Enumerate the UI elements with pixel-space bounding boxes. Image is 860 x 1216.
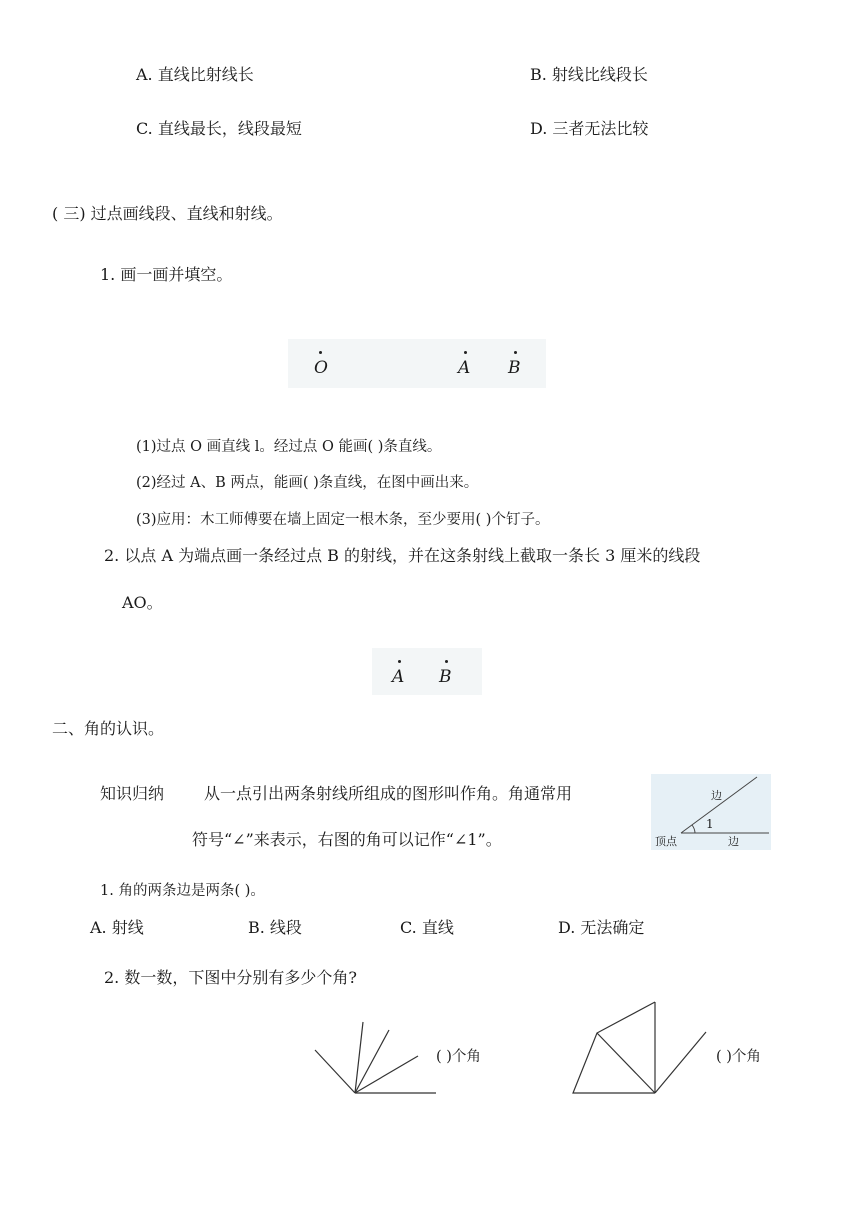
angle-number-label: 1 xyxy=(706,817,714,831)
choice-a: A. 直线比射线长 xyxy=(136,65,254,84)
point-a-dot xyxy=(464,351,467,354)
knowledge-summary-line2: 符号“∠”来表示，右图的角可以记作“∠1”。 xyxy=(192,830,502,849)
angle-vertex-label: 顶点 xyxy=(655,835,677,848)
section3-heading: ( 三) 过点画线段、直线和射线。 xyxy=(52,204,283,223)
point-b-dot xyxy=(514,351,517,354)
count-answer-1: ( )个角 xyxy=(436,1049,481,1065)
angle-side-top-label: 边 xyxy=(711,789,722,802)
section3-q1-part3: (3)应用：木工师傅要在墙上固定一根木条，至少要用( )个钉子。 xyxy=(136,512,550,528)
point-b2-label: B xyxy=(439,667,452,687)
points-figure-ab xyxy=(372,648,482,695)
section3-q1-part2: (2)经过 A、B 两点，能画( )条直线，在图中画出来。 xyxy=(136,475,479,491)
choice-c: C. 直线最长，线段最短 xyxy=(136,119,302,138)
angle-q1-option-d: D. 无法确定 xyxy=(558,918,645,937)
section3-q1-part1: (1)过点 O 画直线 l。经过点 O 能画( )条直线。 xyxy=(136,439,442,455)
angle-side-bottom-label: 边 xyxy=(728,835,739,848)
angle-illustration xyxy=(651,774,771,850)
section3-q2-line2: AO。 xyxy=(122,593,163,612)
point-b2-dot xyxy=(445,660,448,663)
point-o-label: O xyxy=(314,358,328,378)
point-b-label: B xyxy=(508,358,521,378)
angle-q1-option-a: A. 射线 xyxy=(90,918,144,937)
points-figure-oab xyxy=(288,339,546,388)
section3-q1-title: 1. 画一画并填空。 xyxy=(100,265,233,284)
count-answer-2: ( )个角 xyxy=(716,1049,761,1065)
angle-q1-option-c: C. 直线 xyxy=(400,918,454,937)
angle-section-heading: 二、角的认识。 xyxy=(52,719,165,738)
point-o-dot xyxy=(319,351,322,354)
choice-b: B. 射线比线段长 xyxy=(530,65,648,84)
point-a-label: A xyxy=(458,358,471,378)
choice-d: D. 三者无法比较 xyxy=(530,119,649,138)
knowledge-summary-line1: 从一点引出两条射线所组成的图形叫作角。角通常用 xyxy=(204,784,573,803)
point-a2-label: A xyxy=(392,667,405,687)
triangles-figure xyxy=(570,998,710,1098)
knowledge-summary-label: 知识归纳 xyxy=(100,784,165,803)
point-a2-dot xyxy=(398,660,401,663)
angle-q1-title: 1. 角的两条边是两条( )。 xyxy=(100,883,265,899)
angle-q1-option-b: B. 线段 xyxy=(248,918,302,937)
rays-figure xyxy=(310,1018,440,1098)
section3-q2-line1: 2. 以点 A 为端点画一条经过点 B 的射线，并在这条射线上截取一条长 3 厘米的线段 xyxy=(104,546,701,565)
angle-q2-title: 2. 数一数，下图中分别有多少个角? xyxy=(104,968,357,987)
